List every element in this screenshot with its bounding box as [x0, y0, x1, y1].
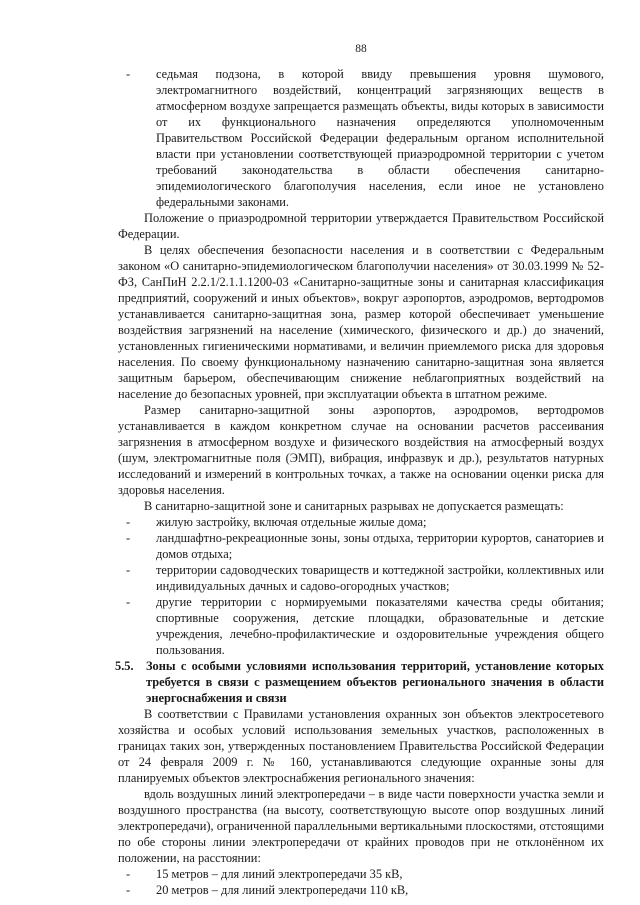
paragraph-zone-size: Размер санитарно-защитной зоны аэропортов, аэродромов, вертодромов устанавливается в каждом конкретном случае на основании расчетов рассеивания загрязнения в атмосферном воздухе и физического воздействия на атмосферный воздух (шум, электромагнитные поля (ЭМП), вибрация, инфразвук и др.), результатов натурных исследований и измерений в контрольных точках, а также на основании оценки риска для здоровья населения.: [118, 403, 604, 497]
section-title: Зоны с особыми условиями использования территорий, установление которых требуется в связи с размещением объектов регионального значения в области энергоснабжения и связи: [146, 659, 604, 705]
list-item: [118, 514, 604, 530]
paragraph-prohibited-intro: В санитарно-защитной зоне и санитарных разрывах не допускается размещать:: [144, 499, 564, 513]
list-item-text: 15 метров – для линий электропередачи 35 кВ,: [156, 867, 403, 881]
list-dash: -: [126, 563, 131, 577]
list-item: [118, 594, 604, 658]
paragraph-overhead-lines: вдоль воздушных линий электропередачи – в виде части поверхности участка земли и воздушного пространства (на высоту, соответствующую высоте опор воздушных линий электропередачи), ограниченной параллельными вертикальными плоскостями, отстоящими по обе стороны линии электропередачи от крайних проводов при не отклонённом их положении, на расстоянии:: [118, 787, 604, 865]
list-item-text: жилую застройку, включая отдельные жилые дома;: [156, 515, 427, 529]
list-dash: -: [126, 883, 131, 897]
list-dash: -: [126, 67, 131, 81]
section-number: 5.5.: [115, 659, 134, 673]
list-item: [118, 882, 604, 898]
prohibited-list: [118, 514, 604, 658]
section-heading: [115, 658, 604, 706]
paragraph-sanitary-protection-zone: В целях обеспечения безопасности населения и в соответствии с Федеральным законом «О санитарно-эпидемиологическом благополучии населения» от 30.03.1999 № 52-ФЗ, СанПиН 2.2.1/2.1.1.1200-03 «Санитарно-защитные зоны и санитарная классификация предприятий, сооружений и иных объектов», вокруг аэропортов, аэродромов, вертодромов устанавливается санитарно-защитная зона, размер которой обеспечивает уменьшение воздействия загрязнений на население (химического, физического и др.) до значений, установленных гигиеническими нормативами, и величин приемлемого риска для здоровья населения. По своему функциональному назначению санитарно-защитная зона является защитным барьером, обеспечивающим снижение неблагоприятных воздействий на население до безопасных уровней, при эксплуатации объекта в штатном режиме.: [118, 243, 604, 401]
list-item: [118, 562, 604, 594]
list-dash: -: [126, 515, 131, 529]
paragraph-airfield-territory: Положение о приаэродромной территории утверждается Правительством Российской Федерации.: [118, 211, 604, 241]
list-dash: -: [126, 867, 131, 881]
list-item-text: территории садоводческих товариществ и коттеджной застройки, коллективных или индивидуальных дачных и садово-огородных участков;: [156, 563, 604, 593]
page-content: [115, 66, 604, 898]
list-item-text: другие территории с нормируемыми показателями качества среды обитания; спортивные сооружения, детские площадки, образовательные и детские учреждения, лечебно-профилактические и оздоровительные учреждения общего пользования.: [156, 595, 604, 657]
list-item: [118, 530, 604, 562]
list-item-seventh-subzone: [118, 66, 604, 210]
list-dash: -: [126, 531, 131, 545]
list-dash: -: [126, 595, 131, 609]
list-item-text: 20 метров – для линий электропередачи 110 кВ,: [156, 883, 409, 897]
list-item-text: ландшафтно-рекреационные зоны, зоны отдыха, территории курортов, санаториев и домов отдыха;: [156, 531, 604, 561]
list-item-text: седьмая подзона, в которой ввиду превышения уровня шумового, электромагнитного воздействий, концентраций загрязняющих веществ в атмосферном воздухе запрещается размещать объекты, виды которых в зависимости от их функционального назначения определяются уполномоченным Правительством Российской Федерации федеральным органом исполнительной власти при установлении соответствующей приаэродромной территории с учетом требований законодательства в области обеспечения санитарно-эпидемиологического благополучия населения, если иное не установлено федеральными законами.: [156, 67, 604, 209]
distance-list: [118, 866, 604, 898]
page-number: 88: [355, 43, 367, 55]
list-item: [118, 866, 604, 882]
paragraph-protection-zone-rules: В соответствии с Правилами установления охранных зон объектов электросетевого хозяйства и особых условий использования земельных участков, расположенных в границах таких зон, утвержденных постановлением Правительства Российской Федерации от 24 февраля 2009 г. № 160, устанавливаются следующие охранные зоны для планируемых объектов электроснабжения регионального значения:: [118, 707, 604, 785]
